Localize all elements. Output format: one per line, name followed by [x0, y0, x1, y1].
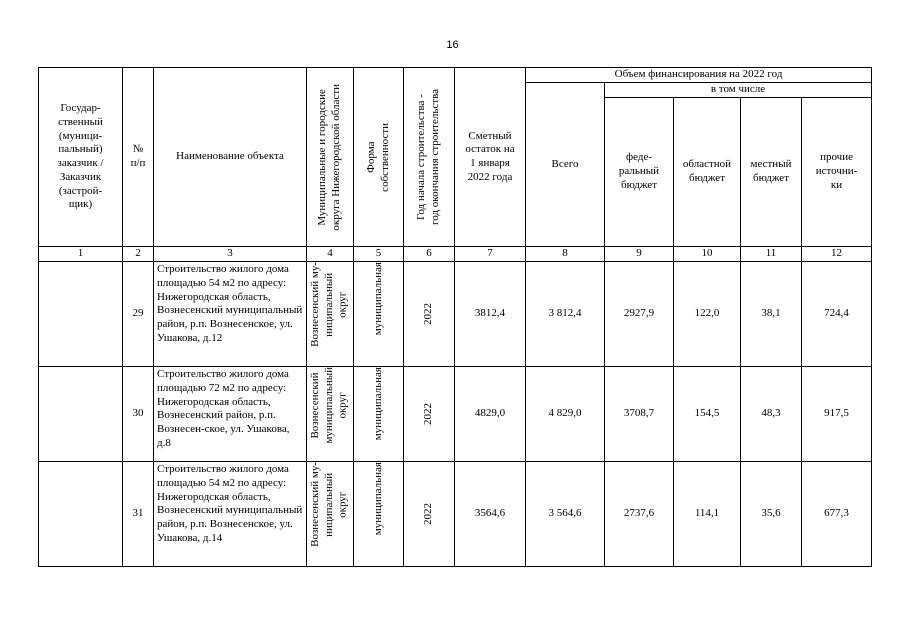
cell-regional: 122,0 — [674, 262, 741, 367]
cell-num: 29 — [123, 262, 154, 367]
column-number: 7 — [455, 247, 526, 262]
cell-local: 38,1 — [741, 262, 802, 367]
column-numbers-row — [39, 247, 872, 262]
column-number: 9 — [605, 247, 674, 262]
cell-total: 4 829,0 — [526, 367, 605, 462]
header-other: прочие источни- ки — [802, 98, 872, 247]
cell-years-text: 2022 — [422, 403, 435, 425]
column-number: 1 — [39, 247, 123, 262]
cell-municipality — [307, 462, 354, 567]
column-number: 2 — [123, 247, 154, 262]
cell-num: 30 — [123, 367, 154, 462]
cell-years — [404, 262, 455, 367]
table-row — [39, 462, 872, 567]
header-municipality — [307, 68, 354, 247]
header-ownership — [354, 68, 404, 247]
cell-customer — [39, 462, 123, 567]
cell-object-name: Строительство жилого дома площадью 72 м2 по адресу: Нижегородская область, Вознесенский район, р.п. Вознесен-ское, ул. Ушакова, д.8 — [154, 367, 307, 462]
cell-regional: 114,1 — [674, 462, 741, 567]
cell-other: 917,5 — [802, 367, 872, 462]
cell-estimate: 4829,0 — [455, 367, 526, 462]
column-number: 10 — [674, 247, 741, 262]
cell-customer — [39, 367, 123, 462]
cell-years — [404, 367, 455, 462]
cell-local: 48,3 — [741, 367, 802, 462]
financing-table — [38, 67, 872, 567]
cell-municipality-text: Вознесенский муниципальный округ — [309, 367, 349, 444]
cell-other: 677,3 — [802, 462, 872, 567]
cell-federal: 2737,6 — [605, 462, 674, 567]
header-funding: Объем финансирования на 2022 год — [526, 68, 872, 83]
page-number: 16 — [446, 39, 459, 51]
header-total: Всего — [526, 83, 605, 247]
cell-years-text: 2022 — [422, 503, 435, 525]
header-municipality-text: Муниципальные и городские округа Нижегородской области — [316, 83, 342, 231]
cell-ownership-text: муниципальная — [371, 462, 384, 536]
cell-object-name: Строительство жилого дома площадью 54 м2 по адресу: Нижегородская область, Вознесенский муниципальный район, р.п. Вознесенское, ул. Ушакова, д.12 — [154, 262, 307, 367]
header-years-text: Год начала строительства - год окончания строительства — [415, 89, 441, 225]
cell-municipality-text: Вознесенский му- ниципальный округ — [309, 462, 349, 547]
cell-ownership — [354, 367, 404, 462]
column-number: 3 — [154, 247, 307, 262]
header-local: местный бюджет — [741, 98, 802, 247]
column-number: 6 — [404, 247, 455, 262]
header-regional: областной бюджет — [674, 98, 741, 247]
header-num: № п/п — [123, 68, 154, 247]
cell-federal: 3708,7 — [605, 367, 674, 462]
cell-municipality — [307, 262, 354, 367]
header-federal: феде- ральный бюджет — [605, 98, 674, 247]
cell-object-name: Строительство жилого дома площадью 54 м2 по адресу: Нижегородская область, Вознесенский муниципальный район, р.п. Вознесенское, ул. Ушакова, д.14 — [154, 462, 307, 567]
cell-ownership — [354, 262, 404, 367]
column-number: 12 — [802, 247, 872, 262]
cell-ownership-text: муниципальная — [371, 262, 384, 336]
cell-regional: 154,5 — [674, 367, 741, 462]
table-row — [39, 367, 872, 462]
cell-estimate: 3812,4 — [455, 262, 526, 367]
header-including: в том числе — [605, 83, 872, 98]
header-customer: Государ- ственный (муници- пальный) заказчик / Заказчик (застрой- щик) — [39, 68, 123, 247]
cell-total: 3 812,4 — [526, 262, 605, 367]
cell-total: 3 564,6 — [526, 462, 605, 567]
column-number: 5 — [354, 247, 404, 262]
cell-ownership-text: муниципальная — [371, 367, 384, 441]
header-ownership-text: Форма собственности — [364, 122, 391, 192]
cell-municipality-text: Вознесенский му- ниципальный округ — [309, 262, 349, 347]
cell-years-text: 2022 — [422, 303, 435, 325]
cell-other: 724,4 — [802, 262, 872, 367]
cell-estimate: 3564,6 — [455, 462, 526, 567]
cell-customer — [39, 262, 123, 367]
cell-municipality — [307, 367, 354, 462]
cell-ownership — [354, 462, 404, 567]
column-number: 11 — [741, 247, 802, 262]
table-row — [39, 262, 872, 367]
header-object-name: Наименование объекта — [154, 68, 307, 247]
cell-num: 31 — [123, 462, 154, 567]
column-number: 8 — [526, 247, 605, 262]
cell-local: 35,6 — [741, 462, 802, 567]
cell-years — [404, 462, 455, 567]
header-estimate: Сметный остаток на 1 января 2022 года — [455, 68, 526, 247]
header-years — [404, 68, 455, 247]
column-number: 4 — [307, 247, 354, 262]
cell-federal: 2927,9 — [605, 262, 674, 367]
